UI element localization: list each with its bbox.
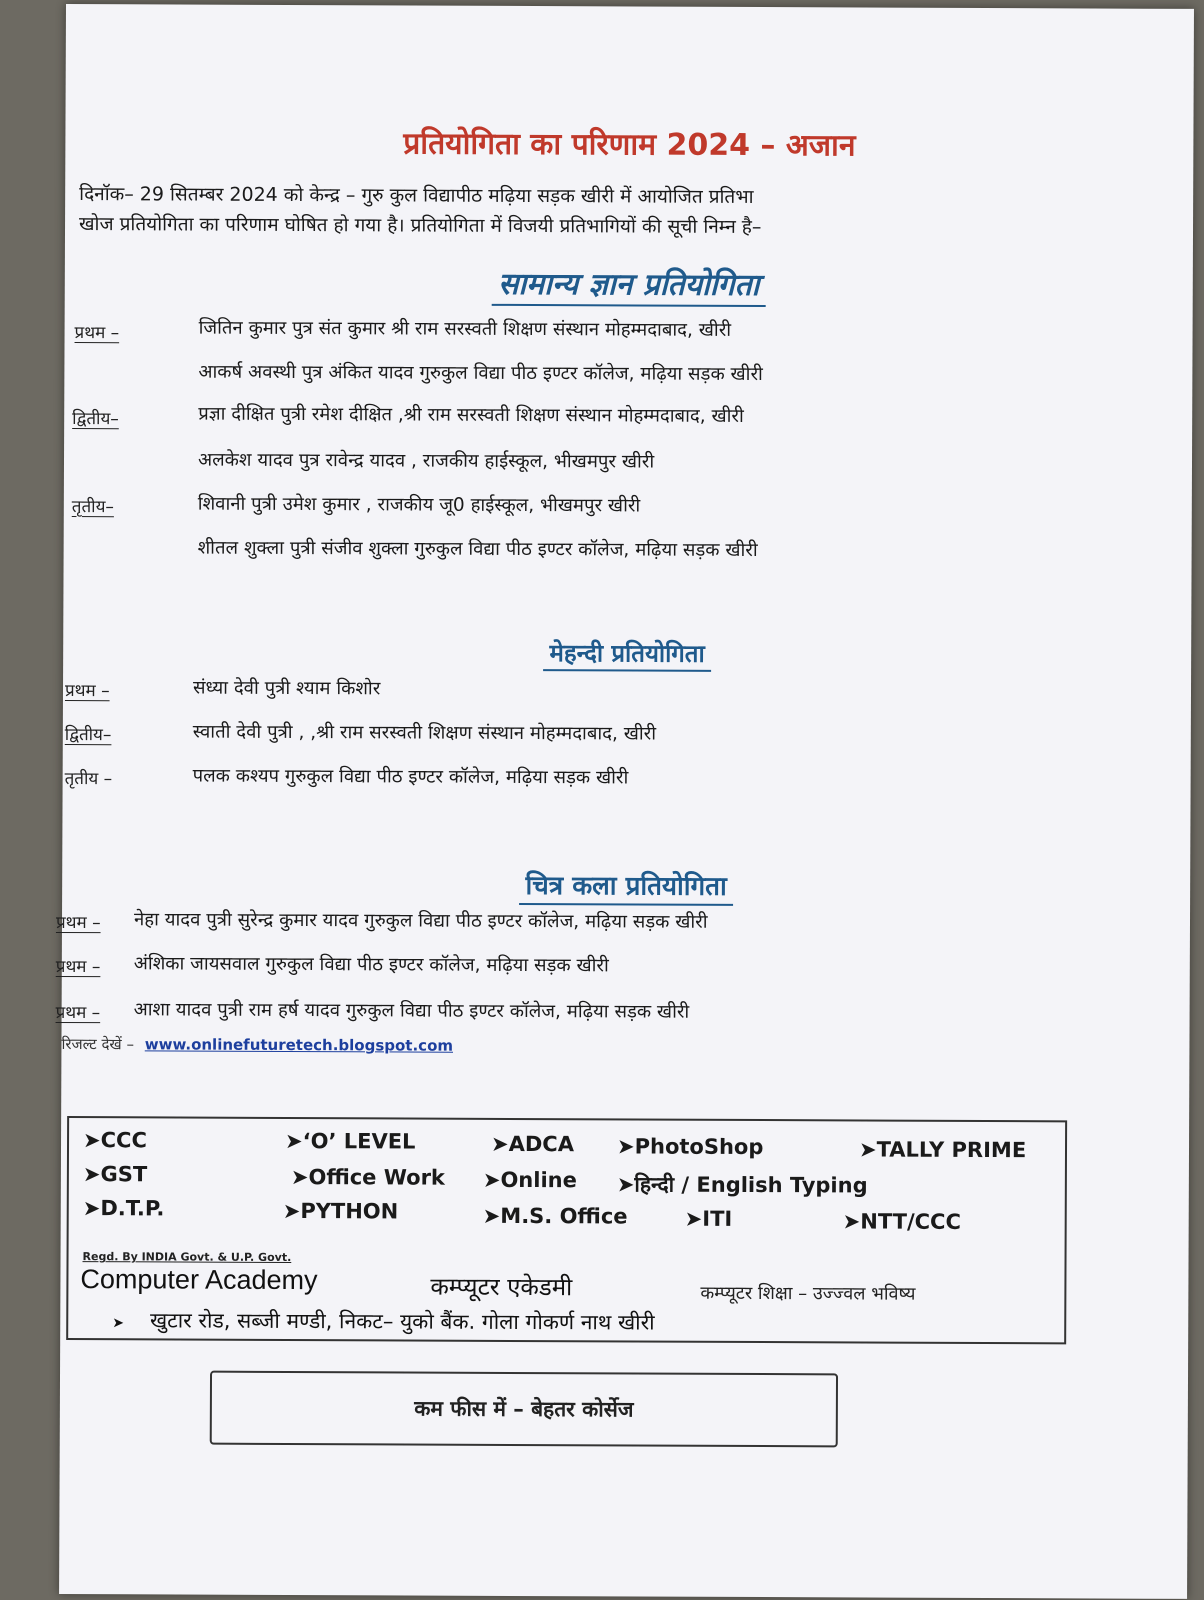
page-title: प्रतियोगिता का परिणाम 2024 – अजान xyxy=(403,126,856,164)
winner-entry: जितिन कुमार पुत्र संत कुमार श्री राम सरस्वती शिक्षण संस्थान मोहम्मदाबाद, खीरी xyxy=(198,317,732,341)
course-item: ➤CCC xyxy=(82,1128,147,1153)
result-line xyxy=(61,1034,453,1056)
academy-tagline: कम्प्यूटर शिक्षा – उज्ज्वल भविष्य xyxy=(700,1282,916,1305)
academy-address: ➤ खुटार रोड, सब्जी मण्डी, निकट– युको बैंक. गोला गोकर्ण नाथ खीरी xyxy=(112,1308,655,1335)
course-item: ➤Online xyxy=(482,1167,577,1193)
course-item: ➤‘O’ LEVEL xyxy=(284,1128,416,1154)
course-item: ➤GST xyxy=(82,1162,148,1187)
rank-label: तृतीय– xyxy=(71,497,115,518)
result-label: रिजल्ट देखें – xyxy=(61,1034,135,1054)
winner-entry: स्वाती देवी पुत्री , ,श्री राम सरस्वती शिक्षण संस्थान मोहम्मदाबाद, खीरी xyxy=(192,721,657,745)
intro-line-1: दिनॉक– 29 सितम्बर 2024 को केन्द्र – गुरु कुल विद्यापीठ मढ़िया सड़क खीरी में आयोजित प्रतिभा xyxy=(79,183,754,209)
rank-label: द्वितीय– xyxy=(72,409,119,430)
section-heading-mehndi: मेहन्दी प्रतियोगिता xyxy=(63,634,1191,672)
arrow-bullet-icon: ➤ xyxy=(112,1315,125,1332)
winner-entry: संध्या देवी पुत्री श्याम किशोर xyxy=(192,677,381,700)
course-item: ➤M.S. Office xyxy=(482,1203,628,1229)
course-item: ➤PYTHON xyxy=(282,1198,399,1224)
academy-name-english: Computer Academy xyxy=(80,1264,318,1296)
footer-slogan-box xyxy=(210,1371,838,1448)
footer-slogan: कम फीस में – बेहतर कोर्सेज xyxy=(414,1396,634,1422)
winner-entry: नेहा यादव पुत्री सुरेन्द्र कुमार यादव गुरुकुल विद्या पीठ इण्टर कॉलेज, मढ़िया सड़क खीरी xyxy=(133,909,708,933)
academy-name-hindi: कम्प्यूटर एकेडमी xyxy=(430,1272,573,1302)
rank-label: प्रथम – xyxy=(55,956,101,978)
section-heading-general-knowledge: सामान्य ज्ञान प्रतियोगिता xyxy=(65,260,1193,306)
winner-entry: अलकेश यादव पुत्र रावेन्द्र यादव , राजकीय हाईस्कूल, भीखमपुर खीरी xyxy=(197,449,655,473)
course-item: ➤TALLY PRIME xyxy=(858,1137,1027,1163)
course-item: ➤PhotoShop xyxy=(616,1134,764,1160)
course-item: ➤ADCA xyxy=(490,1131,575,1157)
winner-entry: शिवानी पुत्री उमेश कुमार , राजकीय जू0 हाईस्कूल, भीखमपुर खीरी xyxy=(197,493,641,517)
rank-label: प्रथम – xyxy=(74,323,120,344)
winner-entry: शीतल शुक्ला पुत्री संजीव शुक्ला गुरुकुल विद्या पीठ इण्टर कॉलेज, मढ़िया सड़क खीरी xyxy=(197,537,758,562)
winner-entry: आकर्ष अवस्थी पुत्र अंकित यादव गुरुकुल विद्या पीठ इण्टर कॉलेज, मढ़िया सड़क खीरी xyxy=(198,361,763,386)
registration-note: Regd. By INDIA Govt. & U.P. Govt. xyxy=(82,1250,292,1264)
rank-label: द्वितीय– xyxy=(64,725,112,746)
winner-entry: पलक कश्यप गुरुकुल विद्या पीठ इण्टर कॉलेज, मढ़िया सड़क खीरी xyxy=(192,765,629,789)
result-website-link[interactable]: www.onlinefuturetech.blogspot.com xyxy=(144,1035,454,1055)
winner-entry: आशा यादव पुत्री राम हर्ष यादव गुरुकुल विद्या पीठ इण्टर कॉलेज, मढ़िया सड़क खीरी xyxy=(133,999,690,1023)
computer-academy-ad xyxy=(66,1116,1067,1344)
rank-label: तृतीय – xyxy=(64,769,113,790)
intro-line-2: खोज प्रतियोगिता का परिणाम घोषित हो गया है। प्रतियोगिता में विजयी प्रतिभागियों की सूची निम्न है– xyxy=(78,213,762,239)
section-heading-drawing: चित्र कला प्रतियोगिता xyxy=(62,864,1190,905)
rank-label: प्रथम – xyxy=(55,912,101,934)
winner-entry: अंशिका जायसवाल गुरुकुल विद्या पीठ इण्टर कॉलेज, मढ़िया सड़क खीरी xyxy=(133,953,609,977)
rank-label: प्रथम – xyxy=(55,1002,101,1024)
winner-entry: प्रज्ञा दीक्षित पुत्री रमेश दीक्षित ,श्री राम सरस्वती शिक्षण संस्थान मोहम्मदाबाद, खीरी xyxy=(198,403,744,427)
course-item: ➤Office Work xyxy=(290,1164,445,1190)
course-item: ➤NTT/CCC xyxy=(842,1209,961,1234)
course-item: ➤ITI xyxy=(684,1206,733,1231)
course-item: ➤हिन्दी / English Typing xyxy=(616,1172,868,1198)
result-notice-sheet xyxy=(55,4,1194,1599)
rank-label: प्रथम – xyxy=(64,681,110,702)
course-item: ➤D.T.P. xyxy=(82,1196,165,1221)
